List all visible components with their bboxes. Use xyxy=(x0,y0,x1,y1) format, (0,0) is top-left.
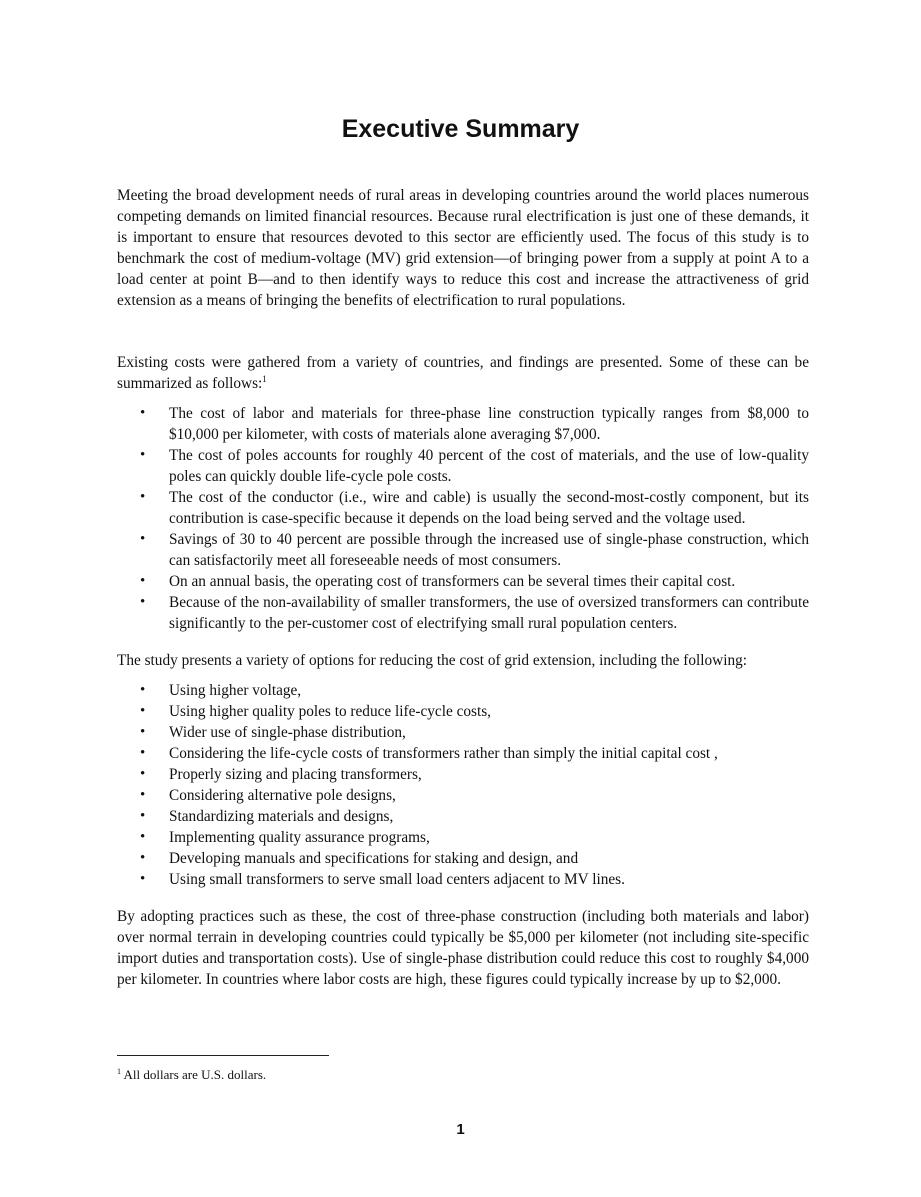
options-list-item: • Using higher voltage, xyxy=(140,680,809,701)
options-list-item: • Implementing quality assurance programs, xyxy=(140,827,809,848)
findings-list-item: • Savings of 30 to 40 percent are possible through the increased use of single-phase construction, which can satisfactorily meet all foreseeable needs of most consumers. xyxy=(140,529,809,571)
options-list-item: • Wider use of single-phase distribution, xyxy=(140,722,809,743)
findings-list-item: • Because of the non-availability of smaller transformers, the use of oversized transformers can contribute significantly to the per-customer cost of electrifying small rural population centers. xyxy=(140,592,809,634)
findings-list-item: • The cost of poles accounts for roughly 40 percent of the cost of materials, and the use of low-quality poles can quickly double life-cycle pole costs. xyxy=(140,445,809,487)
options-list-item: • Standardizing materials and designs, xyxy=(140,806,809,827)
findings-list-item: • On an annual basis, the operating cost of transformers can be several times their capital cost. xyxy=(140,571,809,592)
footnote xyxy=(117,1066,266,1084)
footnote-mark: 1 xyxy=(117,1067,121,1076)
page-title: Executive Summary xyxy=(341,115,580,143)
findings-list-item: • The cost of the conductor (i.e., wire and cable) is usually the second-most-costly component, but its contribution is case-specific because it depends on the load being served and the voltage used. xyxy=(140,487,809,529)
findings-lead-paragraph xyxy=(117,352,809,394)
options-list xyxy=(140,680,809,890)
options-list-item: • Using higher quality poles to reduce life-cycle costs, xyxy=(140,701,809,722)
findings-lead-text: Existing costs were gathered from a variety of countries, and findings are presented. Some of these can be summarized as follows: xyxy=(117,354,809,392)
options-list-item: • Developing manuals and specifications for staking and design, and xyxy=(140,848,809,869)
options-list-item: • Considering the life-cycle costs of transformers rather than simply the initial capital cost , xyxy=(140,743,809,764)
footnote-divider xyxy=(117,1055,329,1056)
footnote-text: All dollars are U.S. dollars. xyxy=(123,1067,267,1082)
intro-paragraph: Meeting the broad development needs of rural areas in developing countries around the world places numerous competing demands on limited financial resources. Because rural electrification is just one of these demands, it is important to ensure that resources devoted to this sector are efficiently used. The focus of this study is to benchmark the cost of medium-voltage (MV) grid extension—of bringing power from a supply at point A to a load center at point B—and to then identify ways to reduce this cost and increase the attractiveness of grid extension as a means of bringing the benefits of electrification to rural populations. xyxy=(117,187,809,309)
footnote-reference[interactable]: 1 xyxy=(262,374,267,384)
conclusion-paragraph: By adopting practices such as these, the cost of three-phase construction (including both materials and labor) over normal terrain in developing countries could typically be $5,000 per kilometer (not including site-specific import duties and transportation costs). Use of single-phase distribution could reduce this cost to roughly $4,000 per kilometer. In countries where labor costs are high, these figures could typically increase by up to $2,000. xyxy=(117,908,809,988)
options-list-item: • Considering alternative pole designs, xyxy=(140,785,809,806)
options-list-item: • Using small transformers to serve small load centers adjacent to MV lines. xyxy=(140,869,809,890)
findings-list xyxy=(140,403,809,634)
page-number: 1 xyxy=(456,1121,465,1138)
options-lead-paragraph: The study presents a variety of options for reducing the cost of grid extension, including the following: xyxy=(117,652,748,669)
findings-list-item: • The cost of labor and materials for three-phase line construction typically ranges from $8,000 to $10,000 per kilometer, with costs of materials alone averaging $7,000. xyxy=(140,403,809,445)
options-list-item: • Properly sizing and placing transformers, xyxy=(140,764,809,785)
